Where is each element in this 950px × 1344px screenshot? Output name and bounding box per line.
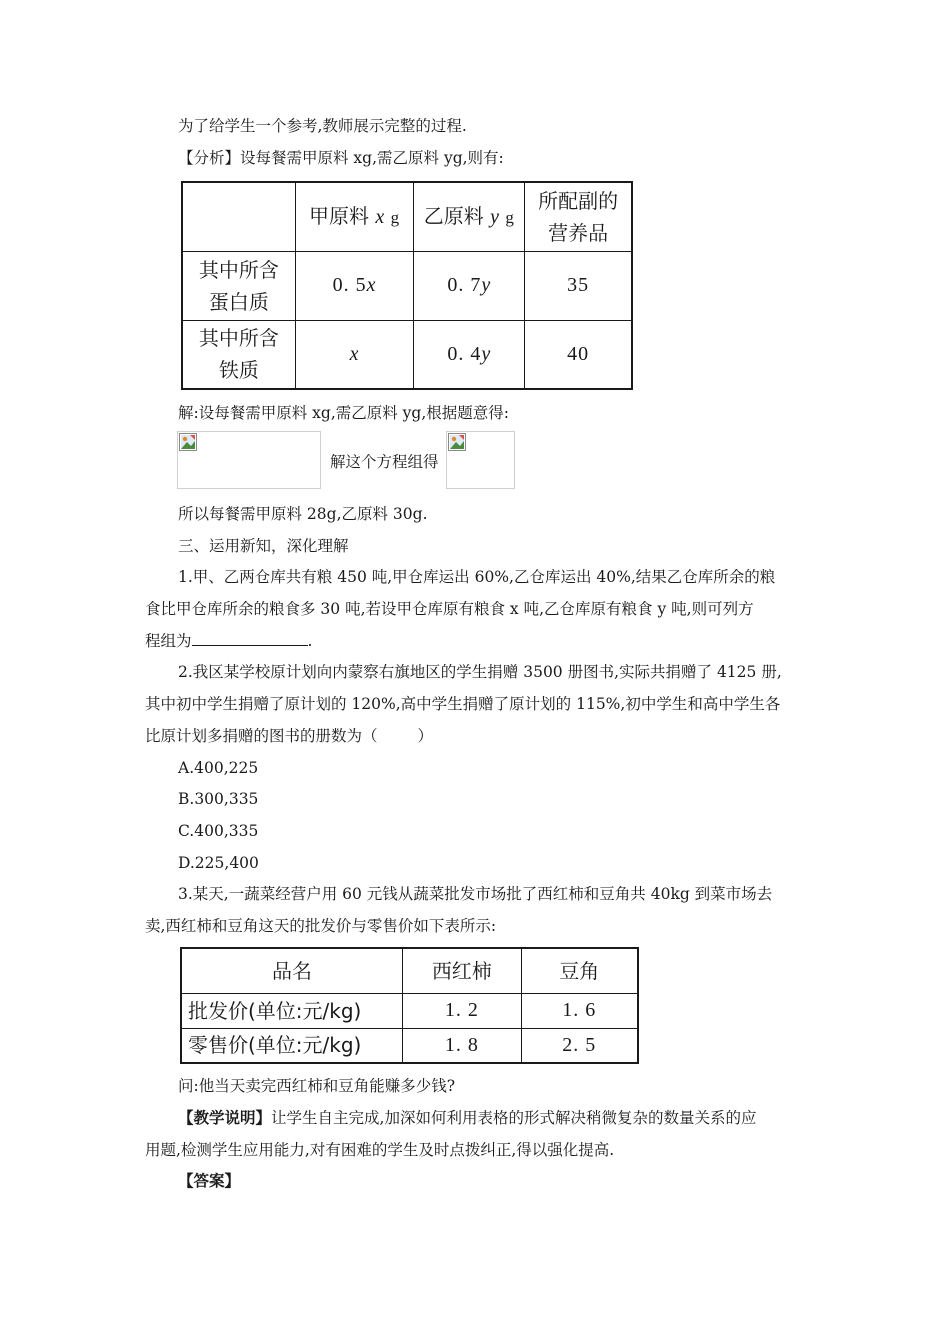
table-cell: 0. 7y (414, 251, 525, 320)
table-cell: 40 (525, 320, 632, 389)
table-row-label-protein: 其中所含 蛋白质 (182, 251, 295, 320)
nutrition-table (181, 181, 633, 390)
question-1-line: 食比甲仓库所余的粮食多 30 吨,若设甲仓库原有粮食 x 吨,乙仓库原有粮食 y 吨,则可列方 (145, 600, 754, 618)
table-header-tomato: 西红柿 (403, 948, 521, 993)
question-3-line: 卖,西红柿和豆角这天的批发价与零售价如下表所示: (145, 917, 497, 935)
table-cell: 2. 5 (521, 1028, 638, 1063)
table-cell: 1. 2 (403, 993, 521, 1028)
table-cell: 1. 8 (403, 1028, 521, 1063)
table-cell: 0. 5x (295, 251, 414, 320)
solution-line: 解:设每餐需甲原料 xg,需乙原料 yg,根据题意得: (178, 404, 509, 422)
solve-text: 解这个方程组得 (330, 453, 439, 471)
text-line: 所以每餐需甲原料 28g,乙原料 30g. (178, 505, 428, 523)
table-row-label-iron: 其中所含 铁质 (182, 320, 295, 389)
solution-image (446, 431, 515, 489)
teaching-note-line: 【教学说明】让学生自主完成,加深如何利用表格的形式解决稍微复杂的数量关系的应 (178, 1108, 757, 1127)
analysis-line: 【分析】设每餐需甲原料 xg,需乙原料 yg,则有: (178, 149, 504, 167)
table-header-material-b: 乙原料 y g (414, 182, 525, 251)
option-b: B.300,335 (178, 790, 259, 808)
question-1-line: 程组为 . (145, 632, 313, 650)
text-line: 为了给学生一个参考,教师展示完整的过程. (178, 117, 467, 135)
table-header-name: 品名 (181, 948, 403, 993)
table-row-label-wholesale: 批发价(单位:元/kg) (181, 993, 403, 1028)
table-cell-empty (182, 182, 295, 251)
question-3-ask: 问:他当天卖完西红柿和豆角能赚多少钱? (178, 1077, 456, 1095)
table-cell: x (295, 320, 414, 389)
table-header-material-a: 甲原料 x g (295, 182, 414, 251)
table-row-label-retail: 零售价(单位:元/kg) (181, 1028, 403, 1063)
table-header-beans: 豆角 (521, 948, 638, 993)
option-a: A.400,225 (178, 759, 259, 777)
table-cell: 0. 4y (414, 320, 525, 389)
question-2-line: 2.我区某学校原计划向内蒙察右旗地区的学生捐赠 3500 册图书,实际共捐赠了 4125 册, (178, 663, 782, 681)
teaching-note-line: 用题,检测学生应用能力,对有困难的学生及时点拨纠正,得以强化提高. (145, 1141, 615, 1159)
option-d: D.225,400 (178, 854, 259, 872)
broken-image-icon (179, 433, 197, 451)
question-3-line: 3.某天,一蔬菜经营户用 60 元钱从蔬菜批发市场批了西红柿和豆角共 40kg 到菜市场去 (178, 885, 773, 903)
equation-image (177, 431, 321, 489)
table-header-product: 所配副的 营养品 (525, 182, 632, 251)
question-2-line: 其中初中学生捐赠了原计划的 120%,高中学生捐赠了原计划的 115%,初中学生和高中学生各 (145, 695, 781, 713)
price-table (180, 947, 639, 1064)
broken-image-icon (448, 433, 466, 451)
section-heading: 三、运用新知，深化理解 (178, 537, 349, 555)
table-cell: 1. 6 (521, 993, 638, 1028)
question-1-line: 1.甲、乙两仓库共有粮 450 吨,甲仓库运出 60%,乙仓库运出 40%,结果乙仓库所余的粮 (178, 568, 776, 586)
table-cell: 35 (525, 251, 632, 320)
answer-heading: 【答案】 (178, 1171, 241, 1190)
answer-blank (192, 631, 308, 646)
option-c: C.400,335 (178, 822, 259, 840)
question-2-line: 比原计划多捐赠的图书的册数为（ ） (145, 727, 434, 745)
